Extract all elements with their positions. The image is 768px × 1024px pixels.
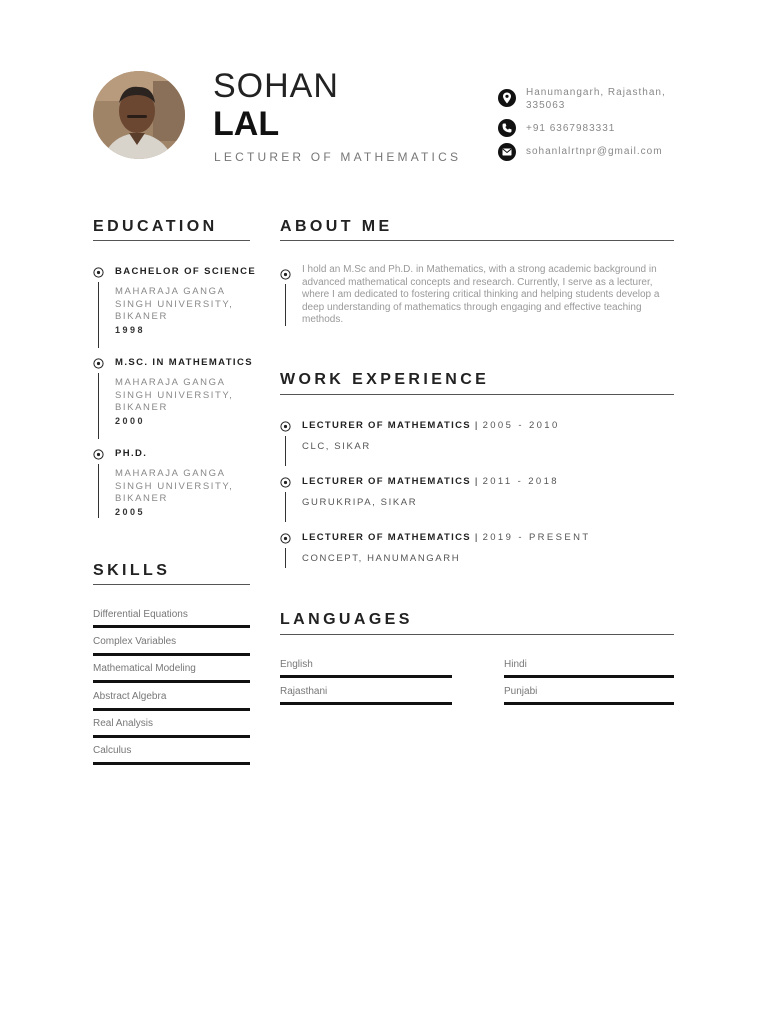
first-name: SOHAN: [213, 67, 339, 105]
location-pin-icon: [498, 89, 516, 107]
timeline-line: [98, 373, 99, 439]
timeline-line: [285, 436, 286, 466]
graduation-year: 2000: [115, 416, 146, 426]
separator: |: [474, 532, 479, 543]
job-title: LECTURER OF MATHEMATICS: [214, 150, 462, 164]
language-bar: [504, 702, 674, 705]
work-heading: WORK EXPERIENCE: [280, 371, 490, 388]
institution: MAHARAJA GANGA SINGH UNIVERSITY, BIKANER: [115, 468, 234, 504]
envelope-icon: [498, 143, 516, 161]
timeline-line: [285, 492, 286, 522]
last-name: LAL: [213, 105, 280, 143]
phone-icon: [498, 119, 516, 137]
education-heading: EDUCATION: [93, 218, 218, 235]
target-circle-icon: [93, 358, 104, 369]
language-name: Hindi: [504, 659, 527, 670]
degree-title: M.SC. IN MATHEMATICS: [115, 357, 253, 368]
skill-bar: [93, 653, 250, 656]
language-bar: [280, 702, 452, 705]
language-name: English: [280, 659, 313, 670]
institution: MAHARAJA GANGA SINGH UNIVERSITY, BIKANER: [115, 286, 234, 322]
target-circle-icon: [280, 421, 291, 432]
company: CLC, SIKAR: [302, 441, 371, 452]
job-title-line: [302, 532, 591, 543]
target-circle-icon: [93, 267, 104, 278]
skill-bar: [93, 735, 250, 738]
company: GURUKRIPA, SIKAR: [302, 497, 418, 508]
languages-heading: LANGUAGES: [280, 611, 413, 628]
language-name: Punjabi: [504, 686, 538, 697]
skill-name: Abstract Algebra: [93, 691, 167, 702]
skill-bar: [93, 680, 250, 683]
job-title-line: [302, 420, 560, 431]
degree-title: PH.D.: [115, 448, 148, 459]
job-role: LECTURER OF MATHEMATICS: [302, 420, 471, 431]
contact-email: sohanlalrtnpr@gmail.com: [526, 146, 663, 157]
skill-name: Differential Equations: [93, 609, 188, 620]
language-bar: [504, 675, 674, 678]
target-circle-icon: [280, 269, 291, 280]
about-divider: [280, 240, 674, 241]
timeline-line: [98, 282, 99, 348]
about-heading: ABOUT ME: [280, 218, 393, 235]
job-period: 2005 - 2010: [482, 420, 560, 431]
work-divider: [280, 394, 674, 395]
job-period: 2011 - 2018: [482, 476, 559, 487]
target-circle-icon: [280, 477, 291, 488]
profile-photo: [93, 71, 185, 159]
job-role: LECTURER OF MATHEMATICS: [302, 476, 471, 487]
job-period: 2019 - PRESENT: [482, 532, 591, 543]
skill-name: Complex Variables: [93, 636, 177, 647]
target-circle-icon: [280, 533, 291, 544]
skill-name: Mathematical Modeling: [93, 663, 196, 674]
language-name: Rajasthani: [280, 686, 328, 697]
graduation-year: 1998: [115, 325, 146, 335]
education-divider: [93, 240, 250, 241]
skills-divider: [93, 584, 250, 585]
company: CONCEPT, HANUMANGARH: [302, 553, 461, 564]
job-title-line: [302, 476, 559, 487]
language-bar: [280, 675, 452, 678]
contact-address: Hanumangarh, Rajasthan, 335063: [526, 87, 666, 111]
separator: |: [474, 476, 479, 487]
job-role: LECTURER OF MATHEMATICS: [302, 532, 471, 543]
contact-phone: +91 6367983331: [526, 123, 616, 134]
target-circle-icon: [93, 449, 104, 460]
institution: MAHARAJA GANGA SINGH UNIVERSITY, BIKANER: [115, 377, 234, 413]
languages-divider: [280, 634, 674, 635]
timeline-line: [98, 464, 99, 518]
graduation-year: 2005: [115, 507, 146, 517]
about-text: I hold an M.Sc and Ph.D. in Mathematics, with a strong academic background in advanced mathematical concepts and research. Currently, I serve as a lecturer, where I am dedicated to fostering critical thinking and helping students develop a deep understanding of mathematics through engaging and effective teaching methods.: [302, 264, 660, 326]
skill-bar: [93, 625, 250, 628]
timeline-line: [285, 548, 286, 568]
skill-name: Real Analysis: [93, 718, 154, 729]
skills-heading: SKILLS: [93, 562, 171, 579]
skill-bar: [93, 708, 250, 711]
skill-name: Calculus: [93, 745, 132, 756]
degree-title: BACHELOR OF SCIENCE: [115, 266, 257, 277]
skill-bar: [93, 762, 250, 765]
separator: |: [474, 420, 479, 431]
timeline-line: [285, 284, 286, 326]
